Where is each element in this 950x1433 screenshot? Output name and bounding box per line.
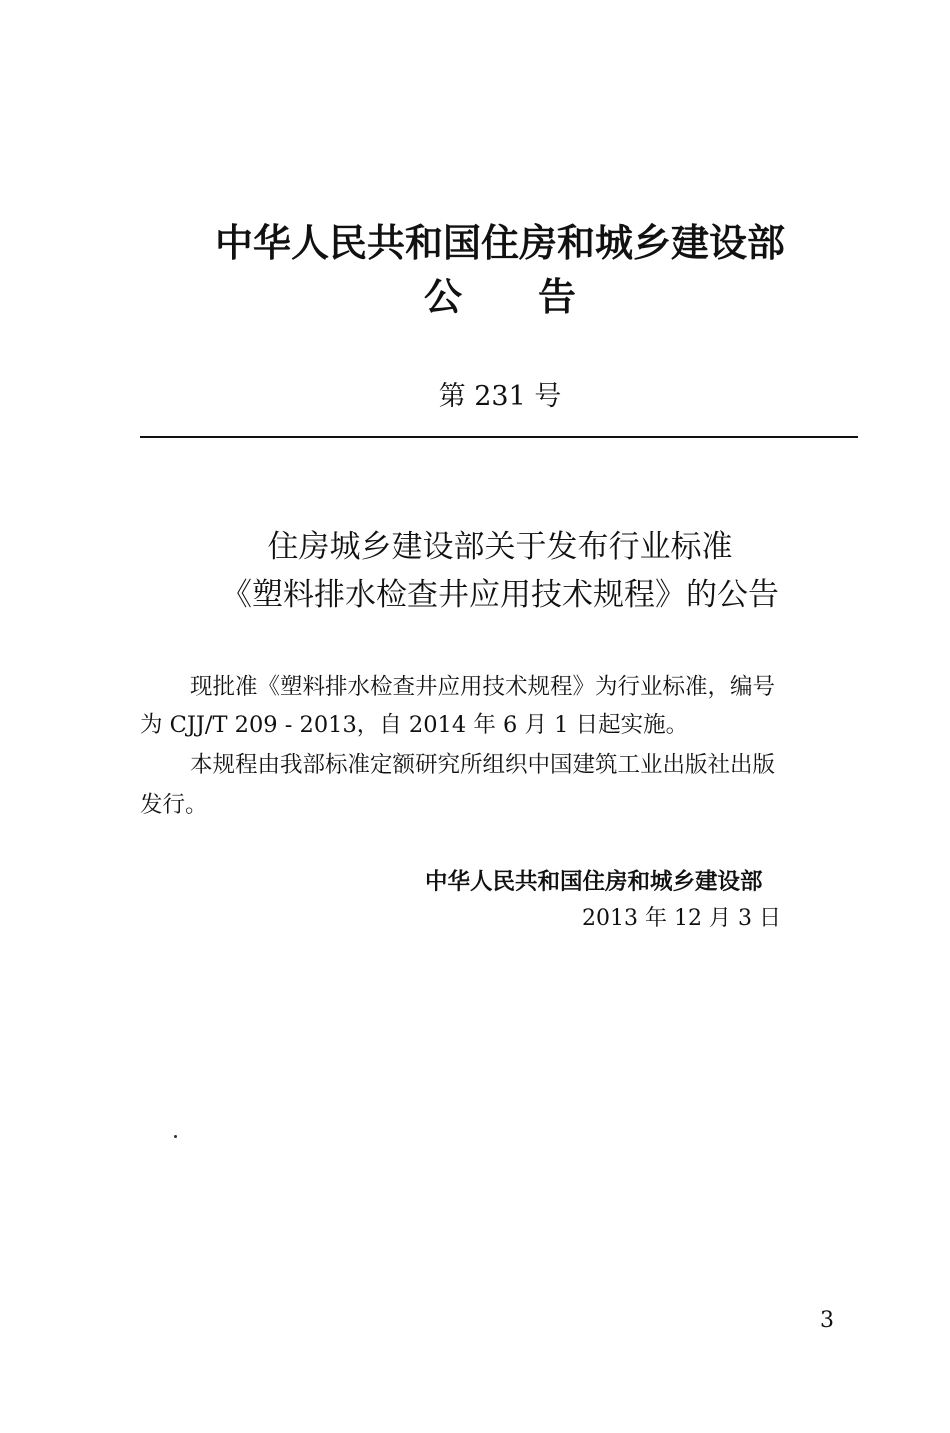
- notice-heading: [0, 270, 950, 324]
- announcement-title-line-2: 《塑料排水检查井应用技术规程》的公告: [221, 577, 779, 613]
- announcement-number: 第 231 号: [438, 381, 562, 412]
- body-paragraph-1-line-2: 为 CJJ/T 209 - 2013，自 2014 年 6 月 1 日起实施。: [140, 712, 689, 738]
- issuing-authority-heading: 中华人民共和国住房和城乡建设部: [214, 221, 785, 265]
- body-paragraph-2-line-2: 发行。: [140, 792, 208, 818]
- signature-date: 2013 年 12 月 3 日: [582, 906, 781, 931]
- header-divider: [140, 436, 858, 438]
- page-number: 3: [820, 1308, 834, 1333]
- announcement-title-line-1: 住房城乡建设部关于发布行业标准: [267, 529, 733, 565]
- notice-heading-char-1: 公: [423, 275, 462, 319]
- body-paragraph-1-line-1: 现批准《塑料排水检查井应用技术规程》为行业标准，编号: [190, 674, 776, 700]
- signature-issuer: 中华人民共和国住房和城乡建设部: [425, 869, 763, 895]
- notice-heading-char-2: 告: [538, 275, 577, 319]
- body-paragraph-2-line-1: 本规程由我部标准定额研究所组织中国建筑工业出版社出版: [190, 752, 776, 778]
- scan-speck: [174, 1135, 177, 1138]
